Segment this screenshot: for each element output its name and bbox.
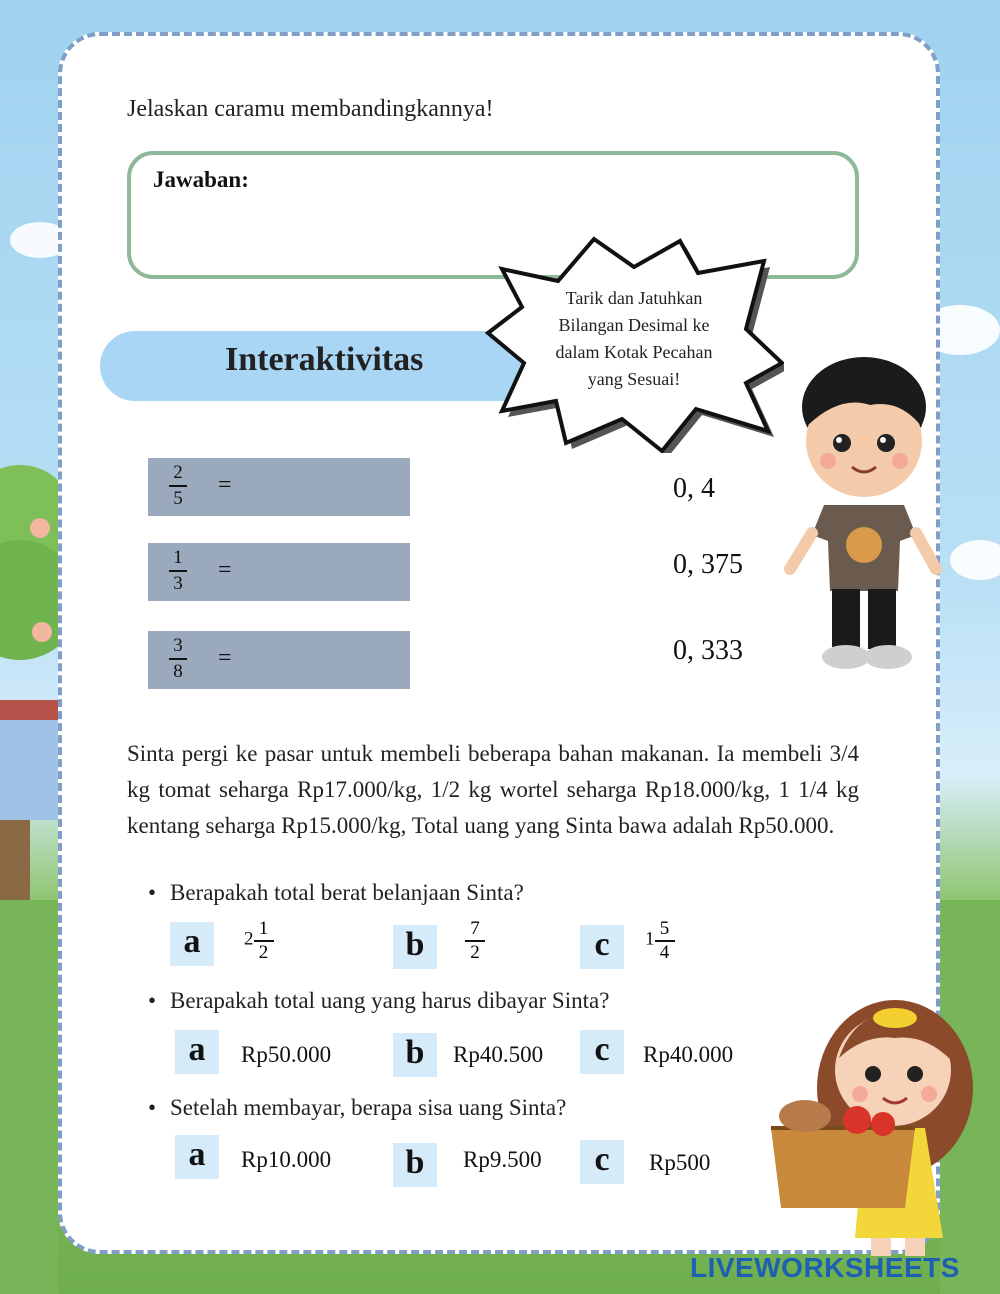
fraction-denominator: 2 <box>258 941 269 963</box>
question-2 <box>148 988 609 1014</box>
fraction-numerator: 7 <box>470 918 480 939</box>
option-b-value: Rp40.500 <box>453 1042 544 1067</box>
section-title: Interaktivitas <box>225 341 424 378</box>
fraction <box>465 918 485 964</box>
fraction-numerator: 1 <box>173 547 183 568</box>
boy-illustration <box>780 355 945 685</box>
option-b-value: Rp9.500 <box>463 1147 542 1172</box>
option-b-value <box>465 918 485 964</box>
fraction <box>254 918 274 964</box>
speech-bubble <box>484 233 784 453</box>
fraction-numerator: 1 <box>258 918 269 939</box>
fraction-denominator: 3 <box>173 572 183 594</box>
question-1 <box>148 880 524 906</box>
fraction-drop-box[interactable] <box>148 631 410 689</box>
option-a-value <box>244 918 274 964</box>
mixed-whole: 1 <box>645 928 655 950</box>
option-c-value <box>645 918 675 964</box>
intro-instruction: Jelaskan caramu membandingkannya! <box>127 96 494 122</box>
fraction-drop-box[interactable] <box>148 458 410 516</box>
draggable-decimal[interactable]: 0, 4 <box>673 473 715 504</box>
fraction-denominator: 5 <box>173 487 183 509</box>
option-b-button[interactable]: b <box>393 925 437 969</box>
option-b-button[interactable]: b <box>393 1143 437 1187</box>
question-3 <box>148 1095 566 1121</box>
answer-label: Jawaban: <box>153 167 249 192</box>
fraction-numerator: 5 <box>659 918 670 939</box>
option-c-button[interactable]: c <box>580 1140 624 1184</box>
option-a-button[interactable]: a <box>170 922 214 966</box>
option-c-value: Rp500 <box>649 1150 711 1175</box>
option-a-button[interactable]: a <box>175 1135 219 1179</box>
fraction-drop-box[interactable] <box>148 543 410 601</box>
bullet: • <box>148 880 157 905</box>
option-a-value: Rp10.000 <box>241 1147 332 1172</box>
speech-line: Tarik dan Jatuhkan <box>565 288 703 308</box>
speech-line: Bilangan Desimal ke <box>558 315 710 335</box>
fraction-denominator: 2 <box>470 941 480 963</box>
fraction <box>166 546 190 596</box>
fraction-denominator: 8 <box>173 660 183 682</box>
question-text: Setelah membayar, berapa sisa uang Sinta? <box>170 1095 567 1120</box>
option-c-button[interactable]: c <box>580 1030 624 1074</box>
liveworksheets-logo: LIVEWORKSHEETS <box>690 1252 960 1283</box>
speech-line: dalam Kotak Pecahan <box>555 342 713 362</box>
draggable-decimal[interactable]: 0, 375 <box>673 549 743 580</box>
story-paragraph: Sinta pergi ke pasar untuk membeli beberapa bahan makanan. Ia membeli 3/4 kg tomat seharga Rp17.000/kg, 1/2 kg wortel seharga Rp18.000/kg, 1 1/4 kg kentang seharga Rp15.000/kg, Total uang yang Sinta bawa adalah Rp50.000. <box>127 741 859 838</box>
option-c-button[interactable]: c <box>580 925 624 969</box>
draggable-decimal[interactable]: 0, 333 <box>673 635 743 666</box>
option-a-button[interactable]: a <box>175 1030 219 1074</box>
fraction-denominator: 4 <box>659 941 670 963</box>
question-text: Berapakah total berat belanjaan Sinta? <box>170 880 524 905</box>
equals-sign: = <box>218 472 232 498</box>
equals-sign: = <box>218 645 232 671</box>
fraction-numerator: 3 <box>173 635 183 656</box>
bullet: • <box>148 1095 157 1120</box>
equals-sign: = <box>218 557 232 583</box>
speech-bubble-text <box>536 285 732 393</box>
speech-line: yang Sesuai! <box>587 369 681 389</box>
fraction <box>655 918 675 964</box>
option-a-value: Rp50.000 <box>241 1042 332 1067</box>
option-b-button[interactable]: b <box>393 1033 437 1077</box>
fraction <box>166 634 190 684</box>
fraction-numerator: 2 <box>173 462 183 483</box>
girl-with-basket-illustration <box>765 998 975 1260</box>
mixed-whole: 2 <box>244 928 254 950</box>
option-c-value: Rp40.000 <box>643 1042 734 1067</box>
fraction <box>166 461 190 511</box>
bullet: • <box>148 988 157 1013</box>
question-text: Berapakah total uang yang harus dibayar Sinta? <box>170 988 610 1013</box>
